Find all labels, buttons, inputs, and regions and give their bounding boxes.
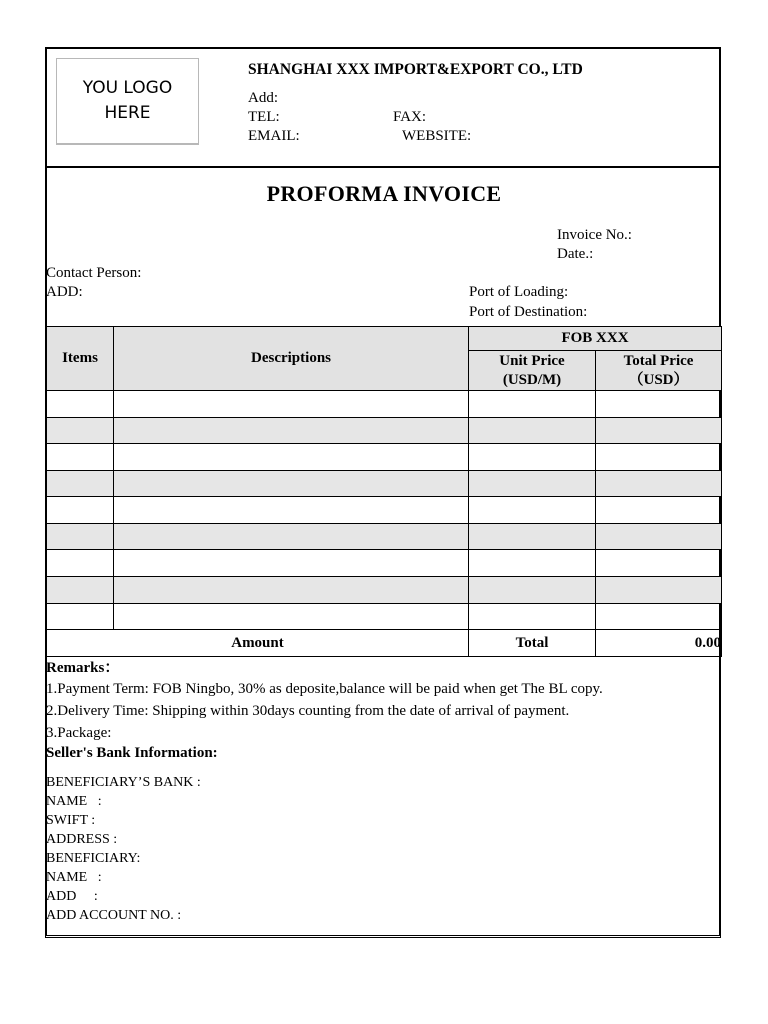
item-cell[interactable] xyxy=(47,524,114,550)
total-price-header-line2: （USD） xyxy=(628,371,689,388)
total-price-cell[interactable] xyxy=(596,444,722,471)
total-value: 0.00 xyxy=(596,630,722,657)
company-email-label: EMAIL: xyxy=(248,128,300,144)
remarks-package: 3.Package: xyxy=(46,725,112,741)
remarks-payment-term: 1.Payment Term: FOB Ningbo, 30% as deposite,balance will be paid when get The BL copy. xyxy=(46,681,603,697)
unit-price-cell[interactable] xyxy=(469,391,596,418)
total-price-cell[interactable] xyxy=(596,550,722,577)
logo-text-line2: HERE xyxy=(104,103,151,123)
beneficiary-add-label: ADD : xyxy=(46,889,98,904)
item-cell[interactable] xyxy=(47,471,114,497)
table-row xyxy=(47,471,722,497)
remarks-delivery-time: 2.Delivery Time: Shipping within 30days counting from the date of arrival of payment. xyxy=(46,703,570,719)
company-tel-label: TEL: xyxy=(248,109,280,125)
description-cell[interactable] xyxy=(114,524,469,550)
description-cell[interactable] xyxy=(114,604,469,630)
logo-text-line1: YOU LOGO xyxy=(82,78,173,98)
description-cell[interactable] xyxy=(114,418,469,444)
total-price-cell[interactable] xyxy=(596,604,722,630)
beneficiary-bank-label: BENEFICIARY’S BANK : xyxy=(46,775,201,790)
invoice-number-label: Invoice No.: xyxy=(557,227,632,243)
company-name: SHANGHAI XXX IMPORT&EXPORT CO., LTD xyxy=(248,61,583,78)
bank-address-label: ADDRESS : xyxy=(46,832,118,847)
description-cell[interactable] xyxy=(114,550,469,577)
table-row xyxy=(47,444,722,471)
total-price-cell[interactable] xyxy=(596,524,722,550)
total-price-cell[interactable] xyxy=(596,418,722,444)
descriptions-header: Descriptions xyxy=(114,327,469,391)
unit-price-cell[interactable] xyxy=(469,550,596,577)
fob-header: FOB XXX xyxy=(469,327,722,351)
port-of-loading-label: Port of Loading: xyxy=(469,284,569,300)
item-cell[interactable] xyxy=(47,604,114,630)
total-price-cell[interactable] xyxy=(596,577,722,604)
unit-price-header xyxy=(469,351,596,391)
total-price-header-line1: Total Price xyxy=(623,352,694,369)
item-cell[interactable] xyxy=(47,577,114,604)
company-add-label: Add: xyxy=(248,90,278,106)
beneficiary-name-label: NAME : xyxy=(46,870,102,885)
port-of-destination-label: Port of Destination: xyxy=(469,304,588,320)
unit-price-cell[interactable] xyxy=(469,418,596,444)
table-row xyxy=(47,550,722,577)
description-cell[interactable] xyxy=(114,444,469,471)
item-cell[interactable] xyxy=(47,550,114,577)
table-row xyxy=(47,418,722,444)
amount-label: Amount xyxy=(47,630,469,657)
item-cell[interactable] xyxy=(47,391,114,418)
buyer-add-label: ADD: xyxy=(46,284,83,300)
invoice-date-label: Date.: xyxy=(557,246,594,262)
unit-price-cell[interactable] xyxy=(469,524,596,550)
seller-bank-title: Seller's Bank Information: xyxy=(46,745,218,761)
amount-row xyxy=(47,630,722,657)
items-header: Items xyxy=(47,327,114,391)
unit-price-header-line2: (USD/M) xyxy=(502,371,562,388)
unit-price-cell[interactable] xyxy=(469,497,596,524)
account-number-label: ADD ACCOUNT NO. : xyxy=(46,908,182,923)
beneficiary-label: BENEFICIARY: xyxy=(46,851,141,866)
item-cell[interactable] xyxy=(47,444,114,471)
page-title: PROFORMA INVOICE xyxy=(266,181,502,206)
table-row xyxy=(47,524,722,550)
unit-price-cell[interactable] xyxy=(469,471,596,497)
total-price-cell[interactable] xyxy=(596,497,722,524)
table-row xyxy=(47,391,722,418)
total-price-header xyxy=(596,351,722,391)
description-cell[interactable] xyxy=(114,471,469,497)
table-row xyxy=(47,497,722,524)
items-table xyxy=(46,326,722,657)
item-cell[interactable] xyxy=(47,497,114,524)
description-cell[interactable] xyxy=(114,391,469,418)
bank-name-label: NAME : xyxy=(46,794,102,809)
company-website-label: WEBSITE: xyxy=(402,128,472,144)
total-label: Total xyxy=(469,630,596,657)
unit-price-cell[interactable] xyxy=(469,444,596,471)
remarks-title: Remarks： xyxy=(46,660,120,676)
unit-price-header-line1: Unit Price xyxy=(499,352,565,369)
table-row xyxy=(47,604,722,630)
bank-swift-label: SWIFT : xyxy=(46,813,96,828)
unit-price-cell[interactable] xyxy=(469,604,596,630)
header-divider xyxy=(47,166,720,168)
item-cell[interactable] xyxy=(47,418,114,444)
total-price-cell[interactable] xyxy=(596,391,722,418)
contact-person-label: Contact Person: xyxy=(46,265,142,281)
description-cell[interactable] xyxy=(114,577,469,604)
total-price-cell[interactable] xyxy=(596,471,722,497)
description-cell[interactable] xyxy=(114,497,469,524)
company-fax-label: FAX: xyxy=(393,109,427,125)
table-row xyxy=(47,577,722,604)
unit-price-cell[interactable] xyxy=(469,577,596,604)
logo-placeholder xyxy=(56,58,199,145)
